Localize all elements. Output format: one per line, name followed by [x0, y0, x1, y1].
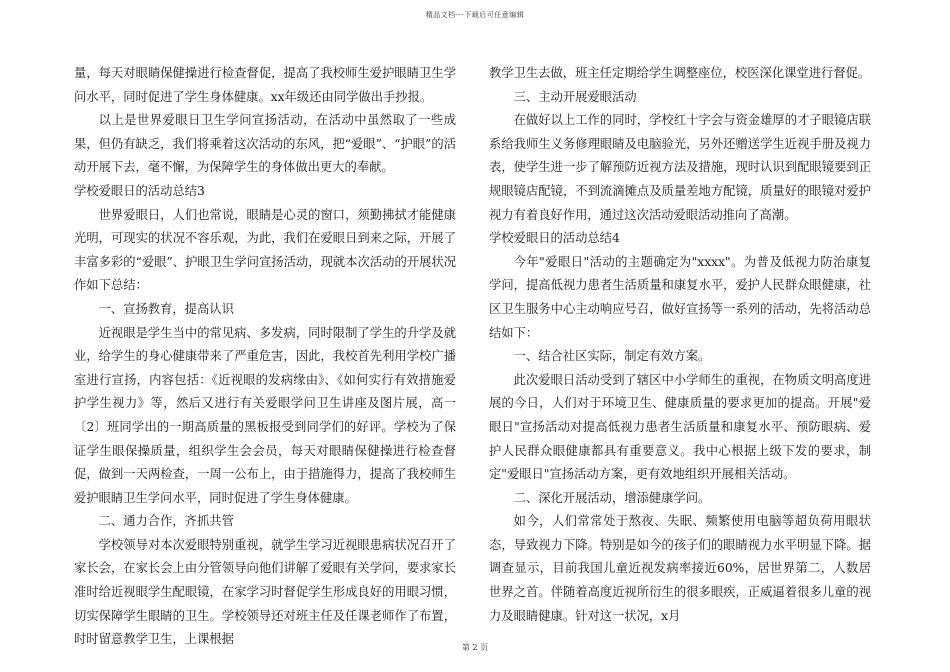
paragraph: 学校领导对本次爱眼特别重视，就学生学习近视眼患病状况召开了家长会，在家长会上由分管领导向他们讲解了爱眼有关学问，要求家长准时给近视眼学生配眼镜，在家学习时督促学生形成良好的用眼习惯，切实保障学生眼睛的卫生。学校领导还对班主任及任课老师作了布置，时时留意教学卫生，上课根据 — [74, 537, 456, 647]
paragraph: 以上是世界爱眼日卫生学问宣扬活动，在活动中虽然取了一些成果，但仍有缺乏，我们将乘着这次活动的东风，把“爱眼”、“护眼”的活动开展下去，毫不懈，为保障学生的身体做出更大的奉献。 — [74, 113, 456, 175]
paragraph: 世界爱眼日，人们也常说，眼睛是心灵的窗口，须勤拂拭才能健康光明，可现实的状况不容乐观，为此，我们在爱眼日到来之际，开展了丰富多彩的“爱眼”、护眼卫生学问宣扬活动，现就本次活动的开展状况作如下总结： — [74, 207, 456, 293]
paragraph: 今年"爱眼日"活动的主题确定为"xxxx"。为普及低视力防治康复学问，提高低视力患者生活质量和康复水平，爱护人民群众眼健康，社区卫生服务中心主动响应号召，做好宣扬等一系列的活动，先将活动总结如下： — [489, 254, 871, 340]
paragraph: 在做好以上工作的同时，学校红十字会与资金雄厚的才子眼镜店联系给我师生义务修理眼睛及电脑验光，另外还赠送学生近视手册及视力表，使学生进一步了解预防近视方法及措施，现时认识到配眼镜要到正规眼镜店配镜，不到流滴摊点及质量差地方配镜，质量好的眼镜对爱护视力有着良好作用，通过这次活动爱眼活动推向了高潮。 — [489, 113, 871, 222]
paragraph: 如今，人们常常处于熬夜、失眠、频繁使用电脑等超负荷用眼状态，导致视力下降。特别是如今的孩子们的眼睛视力水平明显下降。据调查显示，目前我国儿童近视发病率接近60%，居世界第二，人数居世界之首。伴随着高度近视所衍生的很多眼疾，正威逼着很多儿童的视力及眼睛健康。针对这一状况，x月 — [489, 514, 871, 623]
subheading: 一、宣扬教育，提高认识 — [98, 301, 234, 316]
subheading: 三、主动开展爱眼活动 — [513, 89, 637, 104]
subheading: 一、结合社区实际，制定有效方案。 — [513, 349, 711, 364]
section-heading: 学校爱眼日的活动总结4 — [489, 231, 620, 246]
subheading: 二、深化开展活动，增添健康学问。 — [513, 490, 711, 505]
page-header: 精品文档---下载后可任意编辑 — [425, 11, 525, 19]
paragraph: 此次爱眼日活动受到了辖区中小学师生的重视，在物质文明高度进展的今日，人们对于环境卫生、健康质量的要求更加的提高。开展"爱眼日"宣扬活动对提高低视力患者生活质量和康复水平、预防眼病、爱护人民群众眼健康都具有重要意义。我中心根据上级下发的要求，制定"爱眼日"宣扬活动方案，更有效地组织开展相关活动。 — [489, 372, 871, 482]
left-column — [74, 62, 456, 652]
right-column — [489, 62, 871, 628]
paragraph: 教学卫生去做，班主任定期给学生调整座位，校医深化课堂进行督促。 — [489, 66, 871, 80]
section-heading: 学校爱眼日的活动总结3 — [74, 183, 205, 198]
page-number: 第 2 页 — [461, 643, 489, 652]
paragraph: 近视眼是学生当中的常见病、多发病，同时限制了学生的升学及就业，给学生的身心健康带来了严重危害，因此，我校首先利用学校广播室进行宣扬，内容包括：《近视眼的发病缘由》、《如何实行有效措施爱护学生视力》等，然后又进行有关爱眼学问卫生讲座及图片展，高一〔2〕班同学出的一期高质量的黑板报受到同学们的好评。学校为了保证学生眼保操质量，组织学生会会员，每天对眼睛保健操进行检查督促，做到一天两检查，一周一公布上，由于措施得力，提高了我校师生爱护眼睛卫生学问水平，同时促进了学生身体健康。 — [74, 325, 456, 505]
subheading: 二、通力合作，齐抓共管 — [98, 514, 234, 529]
paragraph: 量，每天对眼睛保健操进行检查督促，提高了我校师生爱护眼睛卫生学问水平，同时促进了学生身体健康。xx年级还由同学做出手抄报。 — [74, 66, 456, 104]
